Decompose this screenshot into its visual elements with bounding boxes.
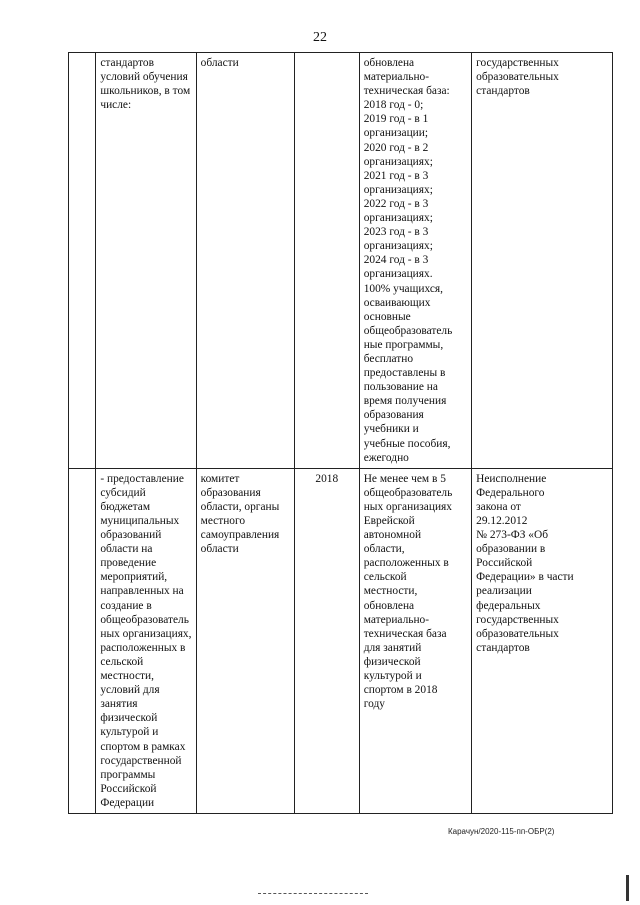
cell-line: Российской	[476, 557, 533, 570]
cell-line: ных организациях	[363, 500, 452, 513]
cell-line: Федерального	[476, 486, 545, 499]
cell-line: - предоставление	[100, 472, 184, 485]
cell-line: образования	[363, 409, 424, 422]
cell-line: осваивающих	[363, 296, 431, 309]
cell-line: основные	[363, 310, 411, 323]
document-reference: Карачун/2020-115-пп-ОБР(2)	[448, 827, 555, 836]
cell-line: Федерации	[100, 796, 155, 809]
cell-line: Федерации» в части	[476, 571, 574, 584]
document-table	[68, 52, 613, 814]
cell-line: стандартов	[476, 85, 530, 98]
cell-line: условий для	[100, 684, 160, 697]
cell-line: занятия	[100, 698, 138, 711]
cell-line: спортом в 2018	[363, 684, 438, 697]
cell-line: местности,	[363, 585, 418, 598]
cell-line: программы	[100, 768, 156, 781]
cell-line: году	[363, 698, 385, 711]
cell-line: бюджетам	[100, 500, 151, 513]
cell-line: образовательных	[476, 71, 559, 84]
cell-line: обновлена	[363, 57, 415, 69]
cell-line: организациях;	[363, 212, 433, 225]
cell-line: культурой и	[363, 670, 422, 683]
cell-line: время получения	[363, 395, 447, 408]
cell-line: государственной	[100, 754, 182, 767]
cell-line: обновлена	[363, 599, 415, 612]
cell-line: условий обучения	[100, 71, 188, 84]
cell-line: 2019 год - в 1	[363, 113, 429, 126]
cell-line: организациях;	[363, 183, 433, 196]
cell-line: пользование на	[363, 381, 438, 394]
cell-line: организациях.	[363, 268, 433, 281]
term-cell: 2018	[294, 468, 359, 813]
term-cell	[294, 53, 359, 469]
activity-cell	[96, 468, 196, 813]
cell-line: местного	[200, 515, 246, 527]
cell-line: общеобразователь	[363, 324, 453, 337]
cell-line: ные программы,	[363, 338, 444, 351]
cell-line: муниципальных	[100, 515, 180, 527]
cell-line: реализации	[476, 585, 532, 598]
cell-line: общеобразователь	[100, 613, 189, 626]
cell-line: материально-	[363, 71, 430, 84]
cell-line: физической	[363, 655, 421, 668]
cell-line: числе:	[100, 99, 132, 112]
cell-line: организациях;	[363, 155, 433, 168]
cell-line: 2018 год - 0;	[363, 99, 424, 112]
cell-line: стандартов	[100, 57, 154, 69]
cell-line: 29.12.2012	[476, 515, 528, 527]
table-row	[69, 468, 613, 813]
cell-line: общеобразователь	[363, 486, 453, 499]
cell-line: сельской	[363, 571, 407, 584]
result-cell	[359, 468, 471, 813]
cell-line: области,	[363, 543, 405, 556]
cell-line: образования	[200, 486, 261, 499]
cell-line: местности,	[100, 670, 154, 683]
cell-line: Российской	[100, 782, 157, 795]
scan-artifact-line	[258, 893, 368, 895]
cell-line: стандартов	[476, 641, 530, 654]
cell-line: учебники и	[363, 423, 419, 436]
cell-line: предоставлены в	[363, 367, 446, 380]
cell-line: техническая база	[363, 627, 447, 640]
table-row	[69, 53, 613, 469]
cell-line: образований	[100, 529, 162, 542]
cell-line: расположенных в	[100, 641, 186, 654]
cell-line: 2021 год - в 3	[363, 169, 429, 182]
cell-line: области, органы	[200, 500, 280, 513]
result-cell	[359, 53, 471, 469]
cell-line: создание в	[100, 599, 152, 612]
cell-line: Не менее чем в 5	[363, 472, 446, 485]
cell-line: Неисполнение	[476, 472, 547, 485]
cell-line: комитет	[200, 472, 240, 485]
scan-artifact-mark	[626, 875, 629, 901]
cell-line: 2020 год - в 2	[363, 141, 429, 154]
cell-line: федеральных	[476, 599, 541, 612]
cell-line: сельской	[100, 655, 144, 668]
activity-cell	[96, 53, 196, 469]
cell-line: самоуправления	[200, 529, 280, 542]
cell-line: субсидий	[100, 486, 146, 499]
cell-line: мероприятий,	[100, 571, 168, 584]
cell-line: образовании в	[476, 543, 546, 556]
consequence-cell	[472, 53, 613, 469]
cell-line: материально-	[363, 613, 430, 626]
cell-line: физической	[100, 712, 158, 725]
cell-line: государственных	[476, 613, 559, 626]
cell-line: организации;	[363, 127, 429, 140]
cell-line: культурой и	[100, 726, 159, 739]
cell-line: организациях;	[363, 240, 433, 253]
cell-line: техническая база:	[363, 85, 450, 98]
cell-line: Еврейской	[363, 515, 415, 527]
cell-line: автономной	[363, 529, 422, 542]
cell-line: 100% учащихся,	[363, 282, 443, 295]
cell-line: образовательных	[476, 627, 559, 640]
cell-line: № 273-ФЗ «Об	[476, 529, 549, 542]
cell-line: спортом в рамках	[100, 740, 186, 753]
consequence-cell	[472, 468, 613, 813]
cell-line: проведение	[100, 557, 157, 570]
cell-line: расположенных в	[363, 557, 449, 570]
page-number: 22	[313, 30, 327, 45]
cell-line: ных организациях,	[100, 627, 192, 640]
row-number-cell	[69, 53, 96, 469]
cell-line: бесплатно	[363, 352, 414, 365]
cell-line: государственных	[476, 57, 559, 69]
cell-line: 2024 год - в 3	[363, 254, 429, 267]
cell-line: области	[200, 543, 239, 556]
cell-line: области на	[100, 543, 153, 556]
cell-line: для занятий	[363, 641, 422, 654]
cell-line: 2023 год - в 3	[363, 226, 429, 239]
cell-line: школьников, в том	[100, 85, 191, 98]
cell-line: 2022 год - в 3	[363, 197, 429, 210]
row-number-cell	[69, 468, 96, 813]
cell-line: учебные пособия,	[363, 437, 451, 450]
cell-line: области	[200, 57, 239, 69]
cell-line: направленных на	[100, 585, 184, 598]
executor-cell	[196, 53, 294, 469]
cell-line: ежегодно	[363, 451, 409, 464]
cell-line: закона от	[476, 500, 521, 513]
executor-cell	[196, 468, 294, 813]
